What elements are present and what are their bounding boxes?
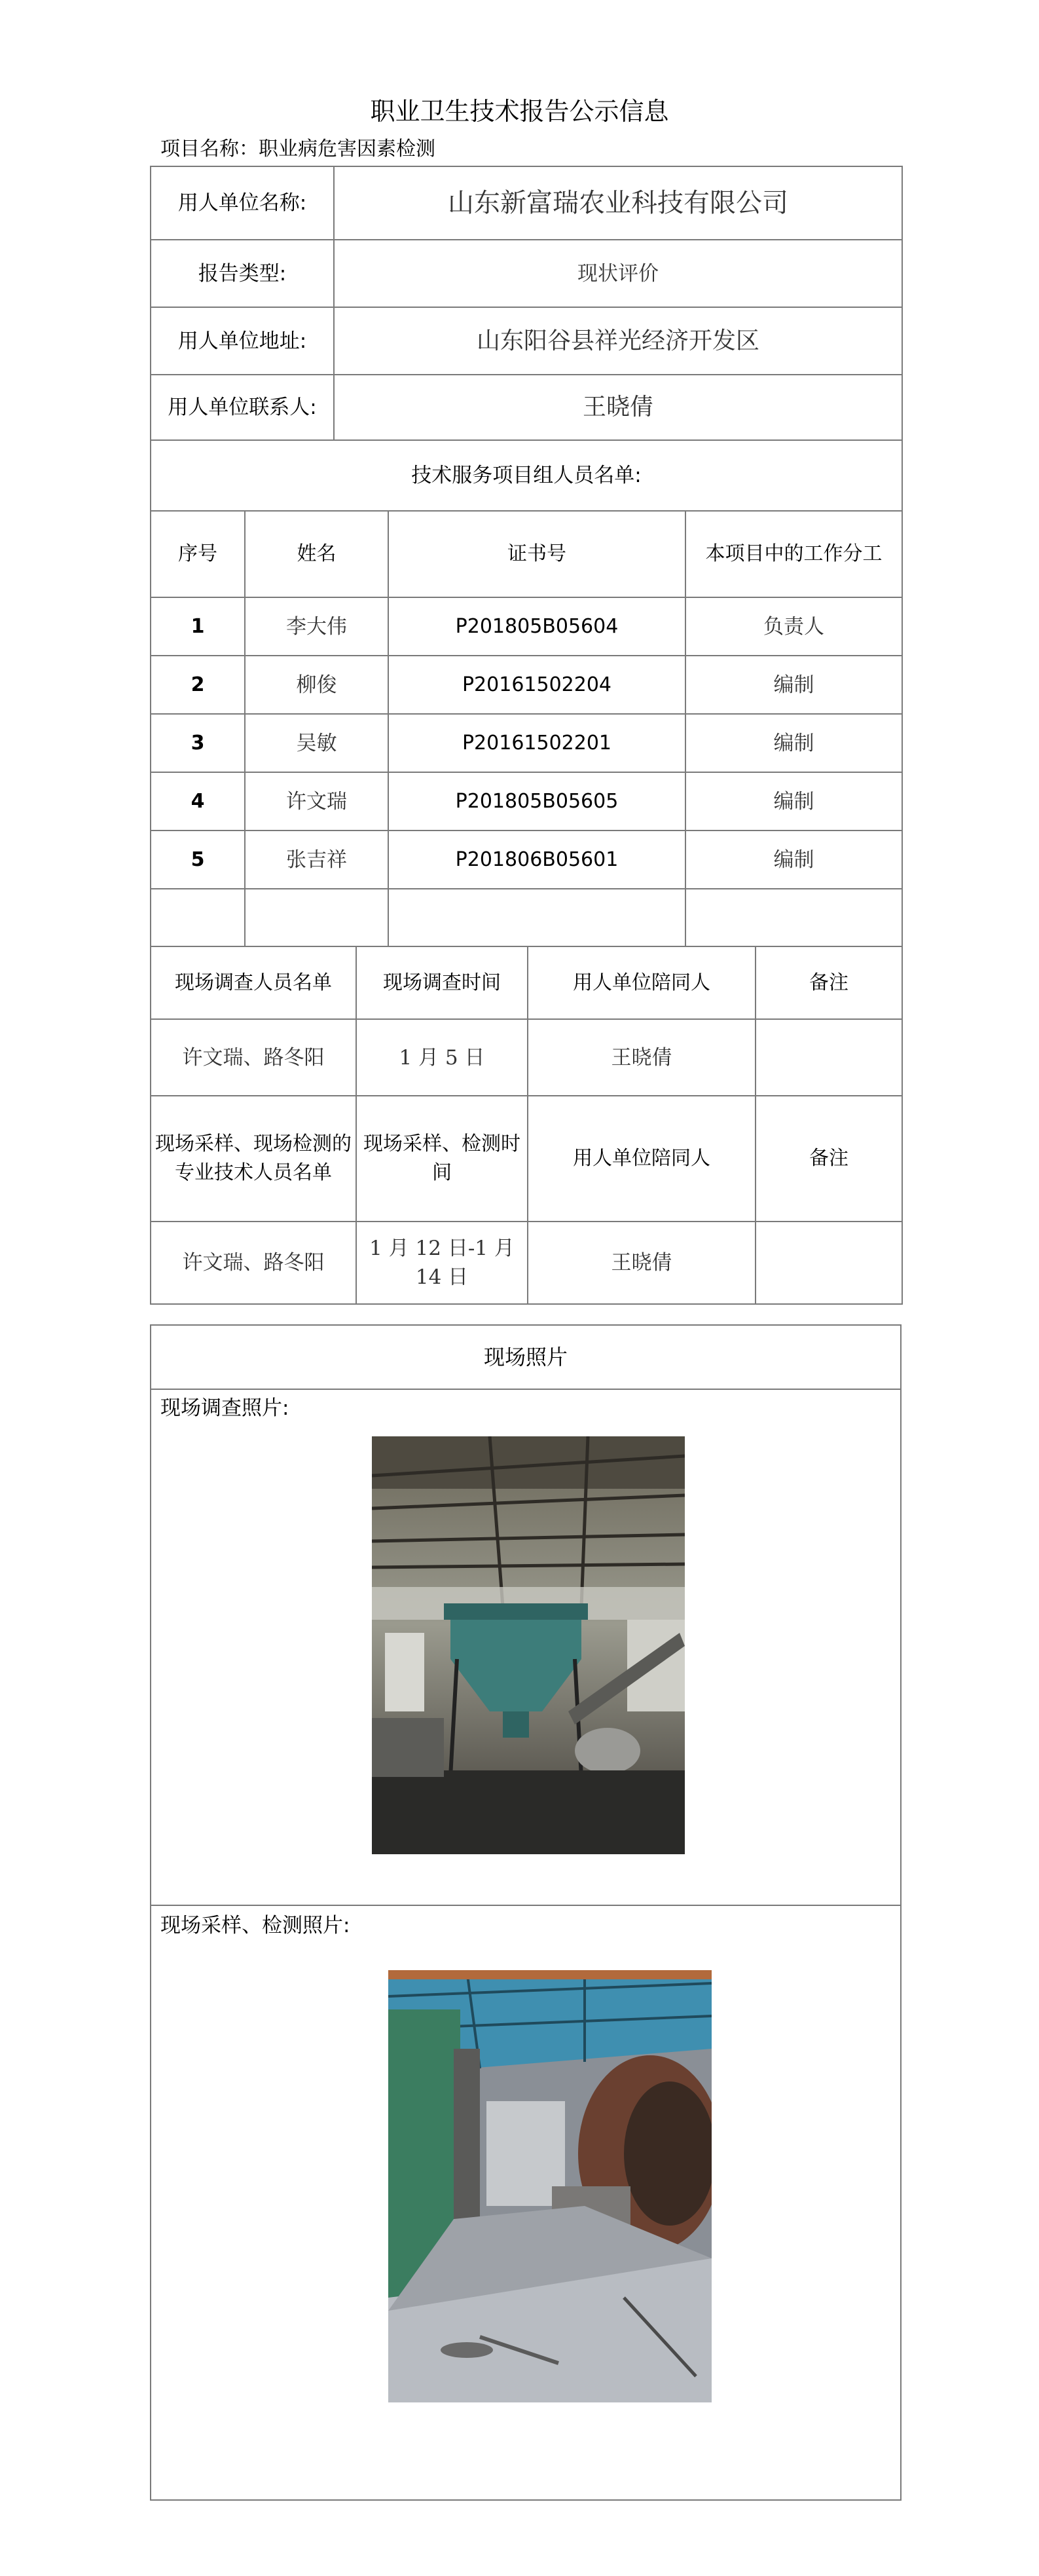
- row-index: 5: [151, 831, 245, 889]
- photo-heading: 现场照片: [151, 1326, 900, 1390]
- address-value: 山东阳谷县祥光经济开发区: [334, 307, 902, 375]
- survey-time: 1 月 5 日: [356, 1019, 528, 1096]
- member-role: 编制: [685, 714, 902, 772]
- row-index: 4: [151, 772, 245, 831]
- row-index: 1: [151, 597, 245, 656]
- member-role: 编制: [685, 831, 902, 889]
- survey-photo: [372, 1436, 685, 1854]
- report-type-row: [151, 240, 902, 307]
- survey-photo-label: 现场调查照片:: [160, 1396, 289, 1420]
- survey-table: [150, 946, 903, 1305]
- sampling-staff: 许文瑞、路冬阳: [151, 1222, 356, 1304]
- survey-staff-header: 现场调查人员名单: [151, 946, 356, 1019]
- table-row: [151, 831, 902, 889]
- team-heading: 技术服务项目组人员名单:: [151, 440, 902, 511]
- member-name: 李大伟: [245, 597, 388, 656]
- sampling-remark: [756, 1222, 902, 1304]
- sampling-time: 1 月 12 日-1 月 14 日: [356, 1222, 528, 1304]
- team-header-row: [151, 511, 902, 597]
- sampling-staff-header: 现场采样、现场检测的专业技术人员名单: [151, 1096, 356, 1222]
- cert-number: P20161502204: [388, 656, 685, 714]
- survey-header-row: [151, 946, 902, 1019]
- sampling-header-row: [151, 1096, 902, 1222]
- table-row: [151, 714, 902, 772]
- row-index: 3: [151, 714, 245, 772]
- sampling-time-header: 现场采样、检测时间: [356, 1096, 528, 1222]
- col-index-header: 序号: [151, 511, 245, 597]
- project-name: 项目名称：职业病危害因素检测: [160, 138, 435, 160]
- info-table: [150, 166, 903, 512]
- member-name: 吴敏: [245, 714, 388, 772]
- employer-label: 用人单位名称:: [151, 166, 334, 240]
- employer-value: 山东新富瑞农业科技有限公司: [334, 166, 902, 240]
- photo-section: [150, 1324, 902, 2501]
- page-title: 职业卫生技术报告公示信息: [370, 97, 669, 126]
- table-row: [151, 656, 902, 714]
- cert-number: P201805B05604: [388, 597, 685, 656]
- contact-label: 用人单位联系人:: [151, 375, 334, 440]
- sampling-escort-header: 用人单位陪同人: [528, 1096, 756, 1222]
- cert-number: P201806B05601: [388, 831, 685, 889]
- survey-remark: [756, 1019, 902, 1096]
- sampling-remark-header: 备注: [756, 1096, 902, 1222]
- member-name: 柳俊: [245, 656, 388, 714]
- row-index: 2: [151, 656, 245, 714]
- survey-escort: 王晓倩: [528, 1019, 756, 1096]
- sampling-photo: [388, 1970, 712, 2402]
- empty-row: [151, 889, 902, 946]
- table-row: [151, 772, 902, 831]
- member-name: 张吉祥: [245, 831, 388, 889]
- member-name: 许文瑞: [245, 772, 388, 831]
- report-type-label: 报告类型:: [151, 240, 334, 307]
- survey-escort-header: 用人单位陪同人: [528, 946, 756, 1019]
- survey-remark-header: 备注: [756, 946, 902, 1019]
- team-heading-row: [151, 440, 902, 511]
- address-row: [151, 307, 902, 375]
- sampling-escort: 王晓倩: [528, 1222, 756, 1304]
- member-role: 编制: [685, 772, 902, 831]
- report-type-value: 现状评价: [334, 240, 902, 307]
- survey-row: [151, 1019, 902, 1096]
- survey-photo-image: [372, 1436, 685, 1854]
- survey-time-header: 现场调查时间: [356, 946, 528, 1019]
- employer-row: [151, 166, 902, 240]
- cert-number: P20161502201: [388, 714, 685, 772]
- cert-number: P201805B05605: [388, 772, 685, 831]
- member-role: 负责人: [685, 597, 902, 656]
- contact-row: [151, 375, 902, 440]
- col-role-header: 本项目中的工作分工: [685, 511, 902, 597]
- col-name-header: 姓名: [245, 511, 388, 597]
- table-row: [151, 597, 902, 656]
- sampling-photo-image: [388, 1970, 712, 2402]
- col-cert-header: 证书号: [388, 511, 685, 597]
- address-label: 用人单位地址:: [151, 307, 334, 375]
- member-role: 编制: [685, 656, 902, 714]
- sampling-row: [151, 1222, 902, 1304]
- contact-value: 王晓倩: [334, 375, 902, 440]
- team-table: [150, 510, 903, 947]
- survey-staff: 许文瑞、路冬阳: [151, 1019, 356, 1096]
- sampling-photo-label: 现场采样、检测照片:: [160, 1914, 350, 1937]
